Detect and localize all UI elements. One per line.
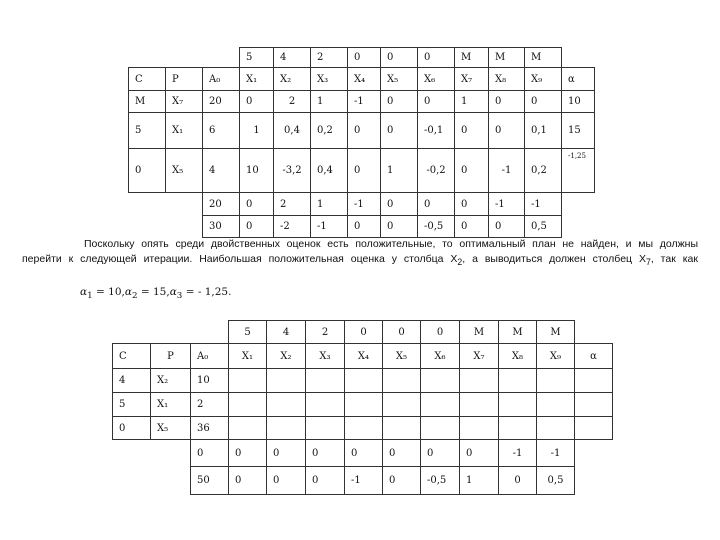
alpha-formula	[80, 286, 231, 301]
cell: 10	[562, 91, 595, 113]
header-cell: X₂	[274, 68, 311, 91]
header-cell: α	[575, 344, 613, 369]
cell: -1	[348, 91, 381, 113]
formula-value: = 10,	[92, 286, 125, 298]
cell: 0	[348, 48, 381, 68]
cell: 0,5	[525, 216, 562, 238]
cell: 30	[203, 216, 240, 238]
cell: 0	[489, 91, 525, 113]
cell: 2	[274, 193, 311, 216]
cell: -1	[345, 467, 383, 495]
formula-value: = - 1,25.	[182, 286, 232, 298]
cell: 0	[381, 48, 418, 68]
header-cell: X₁	[229, 344, 267, 369]
cell: 0	[381, 113, 418, 149]
cell: -0,2	[418, 149, 455, 193]
cell: -1	[348, 193, 381, 216]
header-cell: X₂	[267, 344, 306, 369]
cell: 0,2	[525, 149, 562, 193]
formula-value: = 15,	[137, 286, 170, 298]
cell: 0	[345, 321, 383, 344]
estimate-row	[113, 440, 613, 467]
header-row	[129, 68, 595, 91]
cell: 0	[455, 149, 489, 193]
cell: 4	[203, 149, 240, 193]
cell: 0	[306, 440, 345, 467]
cell: 0	[348, 216, 381, 238]
header-cell: C	[129, 68, 166, 91]
alpha-symbol: α	[124, 286, 132, 298]
subscript: 2	[131, 291, 138, 302]
header-cell: α	[562, 68, 595, 91]
cell: -0,5	[418, 216, 455, 238]
cell: 0	[381, 216, 418, 238]
cell: 0	[489, 216, 525, 238]
cost-row	[113, 321, 613, 344]
header-cell: C	[113, 344, 151, 369]
header-cell: X₉	[525, 68, 562, 91]
header-cell: X₅	[381, 68, 418, 91]
cell: 2	[311, 48, 348, 68]
cell: 0	[306, 467, 345, 495]
cell: M	[525, 48, 562, 68]
simplex-table-1	[128, 47, 595, 238]
cell: 0,5	[537, 467, 575, 495]
cell: 0	[381, 91, 418, 113]
cell: 0	[418, 193, 455, 216]
cell: 0	[525, 91, 562, 113]
estimate-row	[129, 193, 595, 216]
cell: M	[460, 321, 499, 344]
cell: 0	[191, 440, 229, 467]
cell: 20	[203, 193, 240, 216]
table-row	[113, 393, 613, 417]
table-row	[129, 113, 595, 149]
header-cell: A₀	[203, 68, 240, 91]
paragraph-text: , так как	[650, 253, 698, 265]
cell: 5	[113, 393, 151, 417]
estimate-row	[129, 216, 595, 238]
cell: 4	[113, 369, 151, 393]
simplex-table-2	[112, 320, 613, 495]
cell: -0,1	[418, 113, 455, 149]
header-cell: X₇	[460, 344, 499, 369]
cell: X₇	[166, 91, 203, 113]
cell: X₁	[151, 393, 191, 417]
cell: 0	[383, 440, 421, 467]
cell: 4	[274, 48, 311, 68]
header-cell: X₈	[499, 344, 537, 369]
cell: 2	[306, 321, 345, 344]
cell: 0	[240, 193, 274, 216]
cell: -1	[489, 149, 525, 193]
cell: M	[455, 48, 489, 68]
cell: M	[499, 321, 537, 344]
subscript: 1	[87, 291, 93, 302]
header-cell: X₇	[455, 68, 489, 91]
cell: M	[129, 91, 166, 113]
cell: 0,2	[311, 113, 348, 149]
cell: 0	[499, 467, 537, 495]
cell: 0	[113, 417, 151, 440]
header-cell: X₆	[418, 68, 455, 91]
cell: M	[489, 48, 525, 68]
cell: 0	[348, 149, 381, 193]
cell: 1	[460, 467, 499, 495]
paragraph-text: , а выводиться должен столбец X	[462, 253, 646, 265]
header-cell: P	[166, 68, 203, 91]
header-row	[113, 344, 613, 369]
cell: 0	[383, 321, 421, 344]
cell: -0,5	[421, 467, 460, 495]
subscript: 2	[457, 257, 463, 268]
cell: 36	[191, 417, 229, 440]
cell: 0	[455, 113, 489, 149]
header-cell: X₆	[421, 344, 460, 369]
estimate-row	[113, 467, 613, 495]
cell: 1	[311, 91, 348, 113]
table-row	[129, 91, 595, 113]
cell: 0	[129, 149, 166, 193]
cell: 0	[229, 440, 267, 467]
cell: 0	[418, 91, 455, 113]
cell: 0,1	[525, 113, 562, 149]
cell: 1	[381, 149, 418, 193]
cell: 0	[348, 113, 381, 149]
cell: -1,25	[562, 149, 595, 193]
cell: 50	[191, 467, 229, 495]
cell: -1	[525, 193, 562, 216]
cell: 2	[191, 393, 229, 417]
header-cell: A₀	[191, 344, 229, 369]
cell: 6	[203, 113, 240, 149]
header-cell: X₈	[489, 68, 525, 91]
alpha-symbol: α	[80, 286, 88, 298]
cell: 15	[562, 113, 595, 149]
subscript: 7	[645, 257, 651, 268]
cell: -1	[489, 193, 525, 216]
cell: 1	[455, 91, 489, 113]
cost-row	[129, 48, 595, 68]
cell: -1	[499, 440, 537, 467]
cell: 0	[418, 48, 455, 68]
cell: 0	[267, 440, 306, 467]
cell: 0	[455, 216, 489, 238]
cell: 0	[421, 321, 460, 344]
cell: 0	[240, 91, 274, 113]
cell: 2	[274, 91, 311, 113]
cell: 0	[240, 216, 274, 238]
cell: 1	[240, 113, 274, 149]
cell: 0	[381, 193, 418, 216]
cell: X₅	[151, 417, 191, 440]
cell: 5	[129, 113, 166, 149]
paragraph-line-2	[22, 252, 698, 270]
header-cell: X₁	[240, 68, 274, 91]
cell: 5	[240, 48, 274, 68]
paragraph-line-1: Поскольку опять среди двойственных оценок есть положительные, то оптимальный план не найден, и мы должны	[84, 238, 698, 250]
cell: 5	[229, 321, 267, 344]
cell: -2	[274, 216, 311, 238]
header-cell: X₄	[348, 68, 381, 91]
cell: 0	[345, 440, 383, 467]
cell: 1	[311, 193, 348, 216]
table-row	[129, 149, 595, 193]
cell: 0	[489, 113, 525, 149]
cell: 0	[383, 467, 421, 495]
cell: 0	[229, 467, 267, 495]
cell: 0	[267, 467, 306, 495]
header-cell: X₃	[306, 344, 345, 369]
cell: -1	[311, 216, 348, 238]
table-row	[113, 369, 613, 393]
table-row	[113, 417, 613, 440]
header-cell: X₉	[537, 344, 575, 369]
cell: -3,2	[274, 149, 311, 193]
cell: 0,4	[274, 113, 311, 149]
cell: X₅	[166, 149, 203, 193]
paragraph-text: перейти к следующей итерации. Наибольшая положительная оценка у столбца X	[22, 253, 458, 265]
cell: 4	[267, 321, 306, 344]
cell: 10	[240, 149, 274, 193]
header-cell: X₅	[383, 344, 421, 369]
cell: X₂	[151, 369, 191, 393]
explanation-paragraph	[22, 237, 698, 270]
header-cell: X₄	[345, 344, 383, 369]
cell: 0,4	[311, 149, 348, 193]
cell: 0	[455, 193, 489, 216]
cell: M	[537, 321, 575, 344]
alpha-symbol: α	[169, 286, 177, 298]
cell: -1	[537, 440, 575, 467]
cell: 20	[203, 91, 240, 113]
cell: 10	[191, 369, 229, 393]
header-cell: X₃	[311, 68, 348, 91]
header-cell: P	[151, 344, 191, 369]
cell: 0	[421, 440, 460, 467]
subscript: 3	[176, 291, 183, 302]
cell: X₁	[166, 113, 203, 149]
cell: 0	[460, 440, 499, 467]
